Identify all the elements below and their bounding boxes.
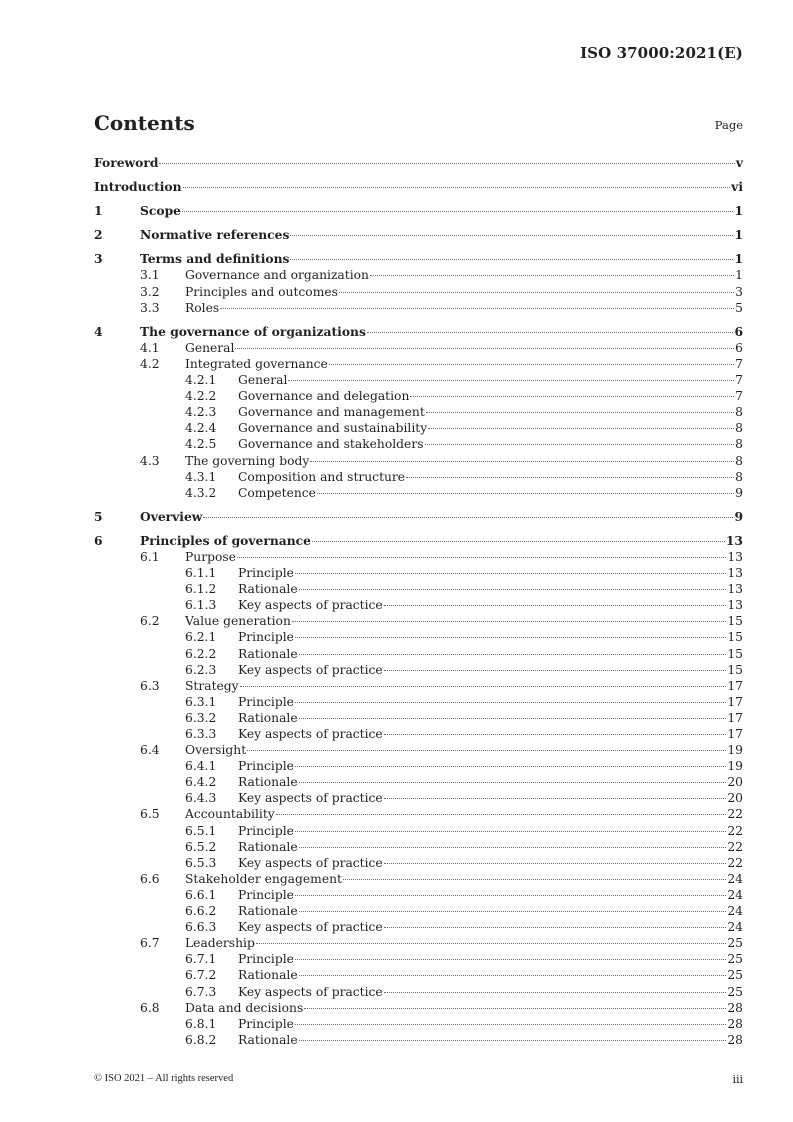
toc-entry-number: 6.2.1 xyxy=(185,630,217,645)
toc-entry-title[interactable]: Stakeholder engagement xyxy=(185,871,342,886)
dot-leader xyxy=(183,186,731,188)
toc-entry-title[interactable]: Rationale xyxy=(238,839,298,854)
toc-entry[interactable] xyxy=(94,388,743,404)
toc-entry-number: 6.1.3 xyxy=(185,598,217,613)
toc-entry-page[interactable]: 15 xyxy=(727,614,743,629)
toc-entry-title[interactable]: Data and decisions xyxy=(185,1000,304,1015)
toc-entry-title[interactable]: Principle xyxy=(238,759,294,774)
toc-entry-page[interactable]: 22 xyxy=(727,807,743,822)
dot-leader xyxy=(384,733,727,735)
toc-entry-page[interactable]: 22 xyxy=(727,855,743,870)
toc-entry[interactable] xyxy=(94,420,743,436)
toc-entry[interactable] xyxy=(94,267,743,283)
dot-leader xyxy=(295,701,726,703)
toc-entry-page[interactable]: 8 xyxy=(735,421,743,436)
toc-entry-number: 4.2.3 xyxy=(185,405,217,420)
toc-entry-number: 6.8.1 xyxy=(185,1016,217,1031)
dot-leader xyxy=(247,749,726,751)
dot-leader xyxy=(367,331,734,333)
toc-entry-number: 3.3 xyxy=(140,300,160,315)
toc-entry-number: 6.1 xyxy=(140,549,160,564)
document-id: ISO 37000:2021(E) xyxy=(580,44,743,62)
toc-entry[interactable] xyxy=(94,839,743,855)
page-title: Contents xyxy=(94,111,195,135)
toc-entry-number: 3.2 xyxy=(140,284,160,299)
toc-entry[interactable] xyxy=(94,1032,743,1048)
toc-entry-title[interactable]: Rationale xyxy=(238,710,298,725)
dot-leader xyxy=(384,991,727,993)
dot-leader xyxy=(339,291,734,293)
toc-entry-title[interactable]: Key aspects of practice xyxy=(238,727,383,741)
dot-leader xyxy=(317,492,734,494)
toc-entry-page[interactable]: 1 xyxy=(735,268,743,283)
toc-entry-title[interactable]: Overview xyxy=(140,508,203,524)
dot-leader xyxy=(384,669,727,671)
toc-entry-number: 6.6.3 xyxy=(185,920,217,935)
toc-entry[interactable] xyxy=(94,324,743,340)
dot-leader xyxy=(384,862,727,864)
dot-leader xyxy=(290,234,733,236)
toc-entry-number: 6.4 xyxy=(140,743,160,758)
toc-entry-title[interactable]: Strategy xyxy=(185,678,239,693)
toc-entry-page[interactable]: 9 xyxy=(734,508,743,524)
toc-entry-number: 4.3 xyxy=(140,453,160,468)
toc-entry-title[interactable]: Principle xyxy=(238,887,294,902)
toc-entry-page[interactable]: 24 xyxy=(727,920,743,935)
toc-entry-title[interactable]: Competence xyxy=(238,485,316,500)
dot-leader xyxy=(276,813,727,815)
toc-entry-title[interactable]: Principle xyxy=(238,694,294,709)
dot-leader xyxy=(370,274,734,276)
dot-leader xyxy=(410,395,734,397)
toc-entry-number: 6.2 xyxy=(140,614,160,629)
dot-leader xyxy=(384,604,727,606)
toc-entry-number: 6.5.1 xyxy=(185,823,217,838)
toc-entry-number: 4.2 xyxy=(140,356,160,371)
toc-entry-page[interactable]: 3 xyxy=(735,284,743,299)
toc-entry[interactable] xyxy=(94,251,743,267)
dot-leader xyxy=(343,878,726,880)
toc-entry[interactable] xyxy=(94,935,743,951)
toc-entry[interactable] xyxy=(94,340,743,356)
dot-leader xyxy=(295,894,726,896)
toc-entry[interactable] xyxy=(94,887,743,903)
toc-entry[interactable] xyxy=(94,179,743,195)
toc-entry-number: 4.2.5 xyxy=(185,437,217,452)
toc-entry-title[interactable]: Key aspects of practice xyxy=(238,984,383,999)
toc-entry[interactable] xyxy=(94,951,743,967)
toc-entry[interactable] xyxy=(94,509,743,525)
toc-entry-page[interactable]: 6 xyxy=(735,340,743,355)
toc-entry[interactable] xyxy=(94,742,743,758)
toc-entry[interactable] xyxy=(94,871,743,887)
toc-entry[interactable] xyxy=(94,806,743,822)
dot-leader xyxy=(182,210,733,212)
toc-entry-page[interactable]: 24 xyxy=(727,904,743,919)
toc-entry-page[interactable]: vi xyxy=(731,179,743,195)
dot-leader xyxy=(295,636,726,638)
dot-leader xyxy=(220,307,734,309)
toc-entry-page[interactable]: 17 xyxy=(727,727,743,741)
toc-entry[interactable] xyxy=(94,629,743,645)
toc-entry-number: 6.7.2 xyxy=(185,968,217,983)
dot-leader xyxy=(299,910,727,912)
toc-entry-page[interactable]: 13 xyxy=(727,582,743,597)
toc-entry-number: 6.3.3 xyxy=(185,727,217,741)
toc-entry-title[interactable]: Principle xyxy=(238,823,294,838)
toc-entry[interactable] xyxy=(94,1016,743,1032)
dot-leader xyxy=(290,258,733,260)
toc-entry-number: 6.4.1 xyxy=(185,759,217,774)
toc-entry-number: 4.2.2 xyxy=(185,389,217,404)
toc-entry-page[interactable]: 25 xyxy=(727,936,743,951)
toc-entry-page[interactable]: 9 xyxy=(735,485,743,500)
toc-entry-title[interactable]: Rationale xyxy=(238,1032,298,1047)
toc-entry[interactable] xyxy=(94,967,743,983)
toc-entry-page[interactable]: 17 xyxy=(727,710,743,725)
toc-entry-number: 4.2.4 xyxy=(185,421,217,436)
toc-entry-page[interactable]: 20 xyxy=(727,775,743,790)
toc-entry-title[interactable]: Rationale xyxy=(238,582,298,597)
toc-entry-number: 6.6 xyxy=(140,871,160,886)
toc-entry-title[interactable]: Principles of governance xyxy=(140,532,311,548)
toc-entry[interactable] xyxy=(94,646,743,662)
toc-entry-number: 5 xyxy=(94,508,103,524)
toc-entry-page[interactable]: 25 xyxy=(727,984,743,999)
toc-entry-number: 6.2.3 xyxy=(185,662,217,677)
toc-entry-title[interactable]: Integrated governance xyxy=(185,356,328,371)
toc-entry-title[interactable]: Governance and delegation xyxy=(238,389,410,404)
dot-leader xyxy=(299,846,727,848)
toc-entry-title[interactable]: Governance and stakeholders xyxy=(238,437,424,452)
dot-leader xyxy=(384,797,727,799)
toc-entry-number: 4.1 xyxy=(140,340,160,355)
toc-entry[interactable] xyxy=(94,155,743,171)
toc-entry-page[interactable]: 6 xyxy=(734,323,743,339)
toc-entry-number: 6.3 xyxy=(140,678,160,693)
toc-entry-title[interactable]: Governance and organization xyxy=(185,268,369,283)
toc-entry-page[interactable]: 1 xyxy=(734,203,743,219)
dot-leader xyxy=(299,974,727,976)
toc-entry-title[interactable]: Key aspects of practice xyxy=(238,662,383,677)
toc-entry-page[interactable]: 5 xyxy=(735,300,743,315)
toc-entry-page[interactable]: 19 xyxy=(727,759,743,774)
toc-entry[interactable] xyxy=(94,774,743,790)
toc-entry-number: 6.3.1 xyxy=(185,694,217,709)
toc-entry-title[interactable]: Terms and definitions xyxy=(140,251,290,267)
toc-entry[interactable] xyxy=(94,694,743,710)
toc-entry-title[interactable]: Key aspects of practice xyxy=(238,791,383,806)
toc-entry-number: 6.6.2 xyxy=(185,904,217,919)
toc-entry-number: 3.1 xyxy=(140,268,160,283)
dot-leader xyxy=(159,162,734,164)
toc-entry-number: 6.8.2 xyxy=(185,1032,217,1047)
dot-leader xyxy=(295,958,726,960)
toc-entry-number: 6.7 xyxy=(140,936,160,951)
toc-entry-number: 6.6.1 xyxy=(185,887,217,902)
toc-entry-number: 6.1.1 xyxy=(185,566,217,581)
dot-leader xyxy=(329,363,734,365)
toc-entry[interactable] xyxy=(94,726,743,742)
toc-entry-page[interactable]: 15 xyxy=(727,662,743,677)
toc-entry-number: 4.3.2 xyxy=(185,485,217,500)
toc-entry-title[interactable]: Accountability xyxy=(185,807,275,822)
toc-entry-title[interactable]: Principle xyxy=(238,952,294,967)
toc-entry[interactable] xyxy=(94,903,743,919)
toc-entry-page[interactable]: 8 xyxy=(735,437,743,452)
toc-entry-page[interactable]: 28 xyxy=(727,1000,743,1015)
toc-entry[interactable] xyxy=(94,919,743,935)
toc-entry-page[interactable]: 8 xyxy=(735,453,743,468)
toc-entry-number: 6.5.2 xyxy=(185,839,217,854)
toc-entry-title[interactable]: Principles and outcomes xyxy=(185,284,338,299)
toc-entry[interactable] xyxy=(94,549,743,565)
toc-entry-title[interactable]: Value generation xyxy=(185,614,291,629)
toc-entry-title[interactable]: The governing body xyxy=(185,453,310,468)
toc-entry[interactable] xyxy=(94,1000,743,1016)
toc-entry-page[interactable]: 8 xyxy=(735,469,743,484)
toc-entry-number: 6.7.3 xyxy=(185,984,217,999)
toc-entry-page[interactable]: 28 xyxy=(727,1016,743,1031)
toc-entry-page[interactable]: 17 xyxy=(727,678,743,693)
toc-entry-page[interactable]: 24 xyxy=(727,887,743,902)
toc-entry[interactable] xyxy=(94,453,743,469)
toc-entry-page[interactable]: 1 xyxy=(734,251,743,267)
toc-entry[interactable] xyxy=(94,404,743,420)
toc-entry-title[interactable]: Normative references xyxy=(140,227,290,243)
toc-entry-title[interactable]: General xyxy=(185,340,235,355)
dot-leader xyxy=(299,1039,727,1041)
toc-entry[interactable] xyxy=(94,662,743,678)
toc-entry-page[interactable]: 25 xyxy=(727,968,743,983)
dot-leader xyxy=(425,443,735,445)
copyright-notice: © ISO 2021 – All rights reserved xyxy=(94,1073,234,1084)
dot-leader xyxy=(304,1007,726,1009)
toc-entry-number: 6 xyxy=(94,532,103,548)
toc-entry-title[interactable]: Governance and sustainability xyxy=(238,421,428,436)
toc-entry-page[interactable]: 15 xyxy=(727,646,743,661)
toc-entry-title[interactable]: Purpose xyxy=(185,549,236,564)
toc-entry-number: 6.5.3 xyxy=(185,855,217,870)
toc-entry-title[interactable]: Rationale xyxy=(238,904,298,919)
toc-entry-title[interactable]: General xyxy=(238,373,288,388)
toc-entry-title[interactable]: Composition and structure xyxy=(238,469,406,484)
toc-entry[interactable] xyxy=(94,678,743,694)
toc-entry-page[interactable]: 13 xyxy=(727,598,743,613)
toc-entry[interactable] xyxy=(94,597,743,613)
dot-leader xyxy=(426,411,734,413)
toc-entry-number: 6.3.2 xyxy=(185,710,217,725)
dot-leader xyxy=(295,830,726,832)
toc-entry-number: 3 xyxy=(94,251,103,267)
dot-leader xyxy=(203,516,733,518)
toc-entry-number: 4.2.1 xyxy=(185,373,217,388)
toc-entry-page[interactable]: 20 xyxy=(727,791,743,806)
dot-leader xyxy=(299,781,727,783)
toc-entry-number: 1 xyxy=(94,203,103,219)
toc-entry[interactable] xyxy=(94,284,743,300)
toc-entry[interactable] xyxy=(94,469,743,485)
toc-entry[interactable] xyxy=(94,203,743,219)
dot-leader xyxy=(299,653,727,655)
toc-entry-page[interactable]: 7 xyxy=(735,356,743,371)
toc-entry-page[interactable]: 1 xyxy=(734,227,743,243)
dot-leader xyxy=(295,572,726,574)
toc-entry-number: 2 xyxy=(94,227,103,243)
toc-entry-title[interactable]: Rationale xyxy=(238,646,298,661)
page-number: iii xyxy=(732,1073,743,1086)
toc-entry-page[interactable]: 22 xyxy=(727,839,743,854)
toc-entry-title[interactable]: Foreword xyxy=(94,155,159,170)
toc-entry-number: 6.4.3 xyxy=(185,791,217,806)
toc-entry-number: 6.7.1 xyxy=(185,952,217,967)
page-column-label: Page xyxy=(714,118,743,132)
toc-entry-number: 6.2.2 xyxy=(185,646,217,661)
toc-entry[interactable] xyxy=(94,855,743,871)
toc-entry-page[interactable]: 15 xyxy=(727,630,743,645)
toc-entry-title[interactable]: Oversight xyxy=(185,743,247,758)
toc-entry[interactable] xyxy=(94,790,743,806)
dot-leader xyxy=(299,717,727,719)
toc-entry-title[interactable]: Principle xyxy=(238,1016,294,1031)
toc-entry-page[interactable]: 28 xyxy=(727,1032,743,1047)
toc-entry-title[interactable]: Introduction xyxy=(94,179,182,195)
toc-entry[interactable] xyxy=(94,436,743,452)
toc-entry-title[interactable]: Leadership xyxy=(185,936,255,951)
toc-entry-title[interactable]: Roles xyxy=(185,300,220,315)
toc-entry-page[interactable]: 13 xyxy=(727,549,743,564)
dot-leader xyxy=(384,926,727,928)
toc-entry[interactable] xyxy=(94,372,743,388)
toc-entry-page[interactable]: 24 xyxy=(727,871,743,886)
toc-entry-title[interactable]: Scope xyxy=(140,203,181,219)
dot-leader xyxy=(240,685,727,687)
dot-leader xyxy=(299,588,727,590)
dot-leader xyxy=(295,765,726,767)
toc-entry[interactable] xyxy=(94,823,743,839)
toc-entry-title[interactable]: Rationale xyxy=(238,968,298,983)
dot-leader xyxy=(428,427,734,429)
toc-entry-number: 6.5 xyxy=(140,807,160,822)
dot-leader xyxy=(235,347,734,349)
toc-entry-page[interactable]: 19 xyxy=(727,743,743,758)
toc-entry-number: 6.8 xyxy=(140,1000,160,1015)
toc-entry-page[interactable]: 8 xyxy=(735,405,743,420)
dot-leader xyxy=(312,540,725,542)
toc-entry[interactable] xyxy=(94,984,743,1000)
dot-leader xyxy=(406,476,734,478)
toc-entry-number: 4.3.1 xyxy=(185,469,217,484)
toc-entry-page[interactable]: 13 xyxy=(725,532,743,548)
toc-entry[interactable] xyxy=(94,356,743,372)
toc-entry-title[interactable]: Key aspects of practice xyxy=(238,920,383,935)
dot-leader xyxy=(310,460,734,462)
toc-entry-page[interactable]: 7 xyxy=(735,389,743,404)
toc-entry[interactable] xyxy=(94,227,743,243)
toc-entry[interactable] xyxy=(94,710,743,726)
toc-entry[interactable] xyxy=(94,565,743,581)
toc-entry-number: 6.1.2 xyxy=(185,582,217,597)
dot-leader xyxy=(292,620,726,622)
toc-entry-page[interactable]: v xyxy=(735,155,743,170)
toc-entry-title[interactable]: Key aspects of practice xyxy=(238,598,383,613)
toc-entry-title[interactable]: Rationale xyxy=(238,775,298,790)
dot-leader xyxy=(288,379,734,381)
toc-entry[interactable] xyxy=(94,613,743,629)
toc-entry-page[interactable]: 13 xyxy=(727,566,743,581)
dot-leader xyxy=(295,1023,726,1025)
toc-entry-title[interactable]: Principle xyxy=(238,566,294,581)
toc-entry-page[interactable]: 22 xyxy=(727,823,743,838)
toc-entry[interactable] xyxy=(94,533,743,549)
dot-leader xyxy=(256,942,727,944)
toc-entry[interactable] xyxy=(94,758,743,774)
toc-entry-title[interactable]: Key aspects of practice xyxy=(238,855,383,870)
toc-entry-page[interactable]: 25 xyxy=(727,952,743,967)
toc-entry[interactable] xyxy=(94,300,743,316)
table-of-contents xyxy=(94,155,743,1048)
toc-entry-title[interactable]: The governance of organizations xyxy=(140,323,366,339)
toc-entry[interactable] xyxy=(94,485,743,501)
toc-entry-number: 4 xyxy=(94,323,103,339)
toc-entry-number: 6.4.2 xyxy=(185,775,217,790)
toc-entry-page[interactable]: 7 xyxy=(735,373,743,388)
dot-leader xyxy=(237,556,726,558)
toc-entry-title[interactable]: Governance and management xyxy=(238,405,425,420)
toc-entry[interactable] xyxy=(94,581,743,597)
toc-entry-page[interactable]: 17 xyxy=(727,694,743,709)
toc-entry-title[interactable]: Principle xyxy=(238,630,294,645)
